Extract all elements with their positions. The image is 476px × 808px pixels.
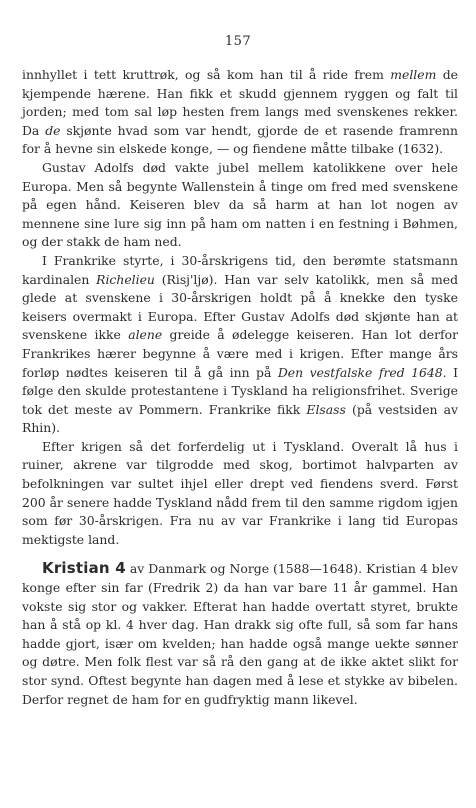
page-number: 157 [224,34,252,49]
text-run: de kjempende hærene. Han fikk et skudd gjennem ryggen og falt til jorden; med tom sal løp hesten frem langs med svenskenes rekker. Da [22,67,458,138]
italic-term: mellem [390,67,437,82]
text-run: av Danmark og Norge (1588—1648). Kristian 4 blev konge efter sin far (Fredrik 2) da han var bare 11 år gammel. Han vokste sig stor og vakker. Efterat han hadde overtatt styret, brukte han å stå op kl. 4 hver dag. Han drakk sig ofte full, så som far hans hadde gjort, især om kvelden; han hadde også mange uekte sønner og døtre. Men folk flest var så rå den gang at de ikke aktet slikt for stor synd. Oftest begynte han dagen med å lese et stykke av bibelen. Derfor regnet de ham for en gudfryktig mann likevel. [22,561,458,707]
paragraph [22,66,458,159]
paragraph [22,438,458,550]
italic-term: Richelieu [96,271,155,287]
text-run: skjønte hvad som var hendt, gjorde de et rasende framrenn for å hevne sin elskede konge, — og fiendene måtte tilbake (1632). [22,122,458,157]
section-paragraph [22,559,458,709]
paragraph [22,159,458,252]
paragraph [22,252,458,438]
italic-term: de [45,122,61,138]
italic-term: Elsass [306,401,346,417]
italic-term: alene [128,327,163,343]
text-run: . I følge den skulde protestantene i Tyskland ha religionsfrihet. Sverige tok det meste av Pommern. Frankrike fikk [22,364,458,417]
body-text [22,66,458,709]
italic-term: Den vestfalske fred 1648 [277,364,443,380]
text-run: greide å ødelegge keiseren. Han lot derfor Frankrikes hærer begynne å være med i krigen. Efter mange års forløp nødtes keiseren til å gå inn på [22,327,458,380]
text-run: Efter krigen så det forferdelig ut i Tyskland. Overalt lå hus i ruiner, akrene var tilgrodde med skog, bortimot halvparten av befolkningen var sultet ihjel eller drept ved fiendens sverd. Først 200 år senere hadde Tyskland nådd frem til den samme rigdom igjen som før 30-årskrigen. Fra nu av var Frankrike i lang tid Europas mektigste land. [22,438,458,547]
text-run: innhyllet i tett kruttrøk, og så kom han til å ride frem [22,67,391,82]
text-run: Gustav Adolfs død vakte jubel mellem katolikkene over hele Europa. Men så begynte Wallenstein å tinge om fred med svenskene på egen hånd. Keiseren blev da så harm at han lot nogen av mennene sine lure sig inn på ham om natten i en festning i Bøhmen, og der stakk de ham ned. [22,159,458,250]
text-run: I Frankrike styrte, i 30-årskrigens tid, den berømte statsmann kardinalen [22,252,458,287]
section-heading-name: Kristian 4 [42,559,126,578]
text-run: (Risj'ljø). Han var selv katolikk, men så med glede at svenskene i 30-årskrigen holdt på å knekke den tyske keisers overmakt i Europa. Efter Gustav Adolfs død skjønte han at svenskene ikke [22,271,458,343]
text-run: (på vestsiden av Rhin). [22,401,458,436]
